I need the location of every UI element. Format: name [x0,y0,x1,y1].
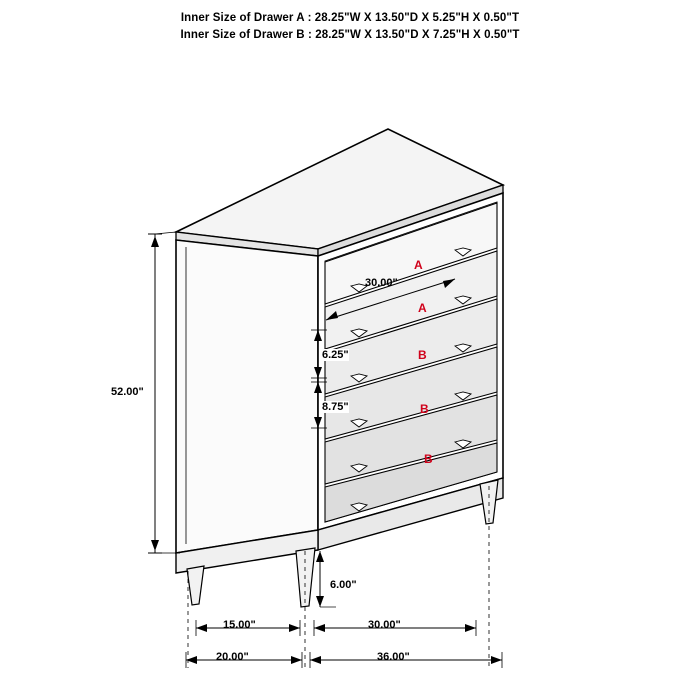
dim-label-base-depth: 20.00" [216,651,249,663]
dim-height-arrow-bottom [151,540,159,551]
drawer-label-3: B [418,348,427,362]
drawer-label-2: A [418,301,427,315]
dim-label-drawer-height-a: 6.25" [322,349,349,361]
drawer-label-1: A [414,258,423,272]
dim-label-base-width: 36.00" [377,651,410,663]
dim-leg-height-arrow-bottom [316,596,324,607]
drawer-label-4: B [420,402,429,416]
dim-15-arrow-left [196,624,207,632]
dim-height-ext-top [155,232,176,234]
dim-height-arrow-top [151,236,159,247]
dim-label-leg-height: 6.00" [330,579,357,591]
dim-label-drawer-width-top: 30.00" [365,277,398,289]
cabinet-left-side-panel [176,240,318,553]
dim-30-front-arrow-left [314,624,325,632]
leg-front-center [296,548,315,607]
cabinet-body [176,129,503,607]
dim-20-arrow-right [291,656,302,664]
drawer-a-inner-size-note: Inner Size of Drawer A : 28.25"W X 13.50"D X 5.25"H X 0.50"T [180,12,520,24]
dim-label-drawer-height-b: 8.75" [322,401,349,413]
leg-front-left [187,566,204,605]
drawer-label-5: B [424,452,433,466]
dim-leg-height-arrow-top [316,551,324,562]
dim-36-arrow-left [310,656,321,664]
dim-label-side-depth: 15.00" [223,619,256,631]
dim-36-arrow-right [491,656,502,664]
dim-30-front-arrow-right [465,624,476,632]
dim-label-total-height: 52.00" [111,386,144,398]
dim-label-front-width: 30.00" [368,619,401,631]
drawer-b-inner-size-note: Inner Size of Drawer B : 28.25"W X 13.50"D X 7.25"H X 0.50"T [180,29,520,41]
dim-15-arrow-right [289,624,300,632]
